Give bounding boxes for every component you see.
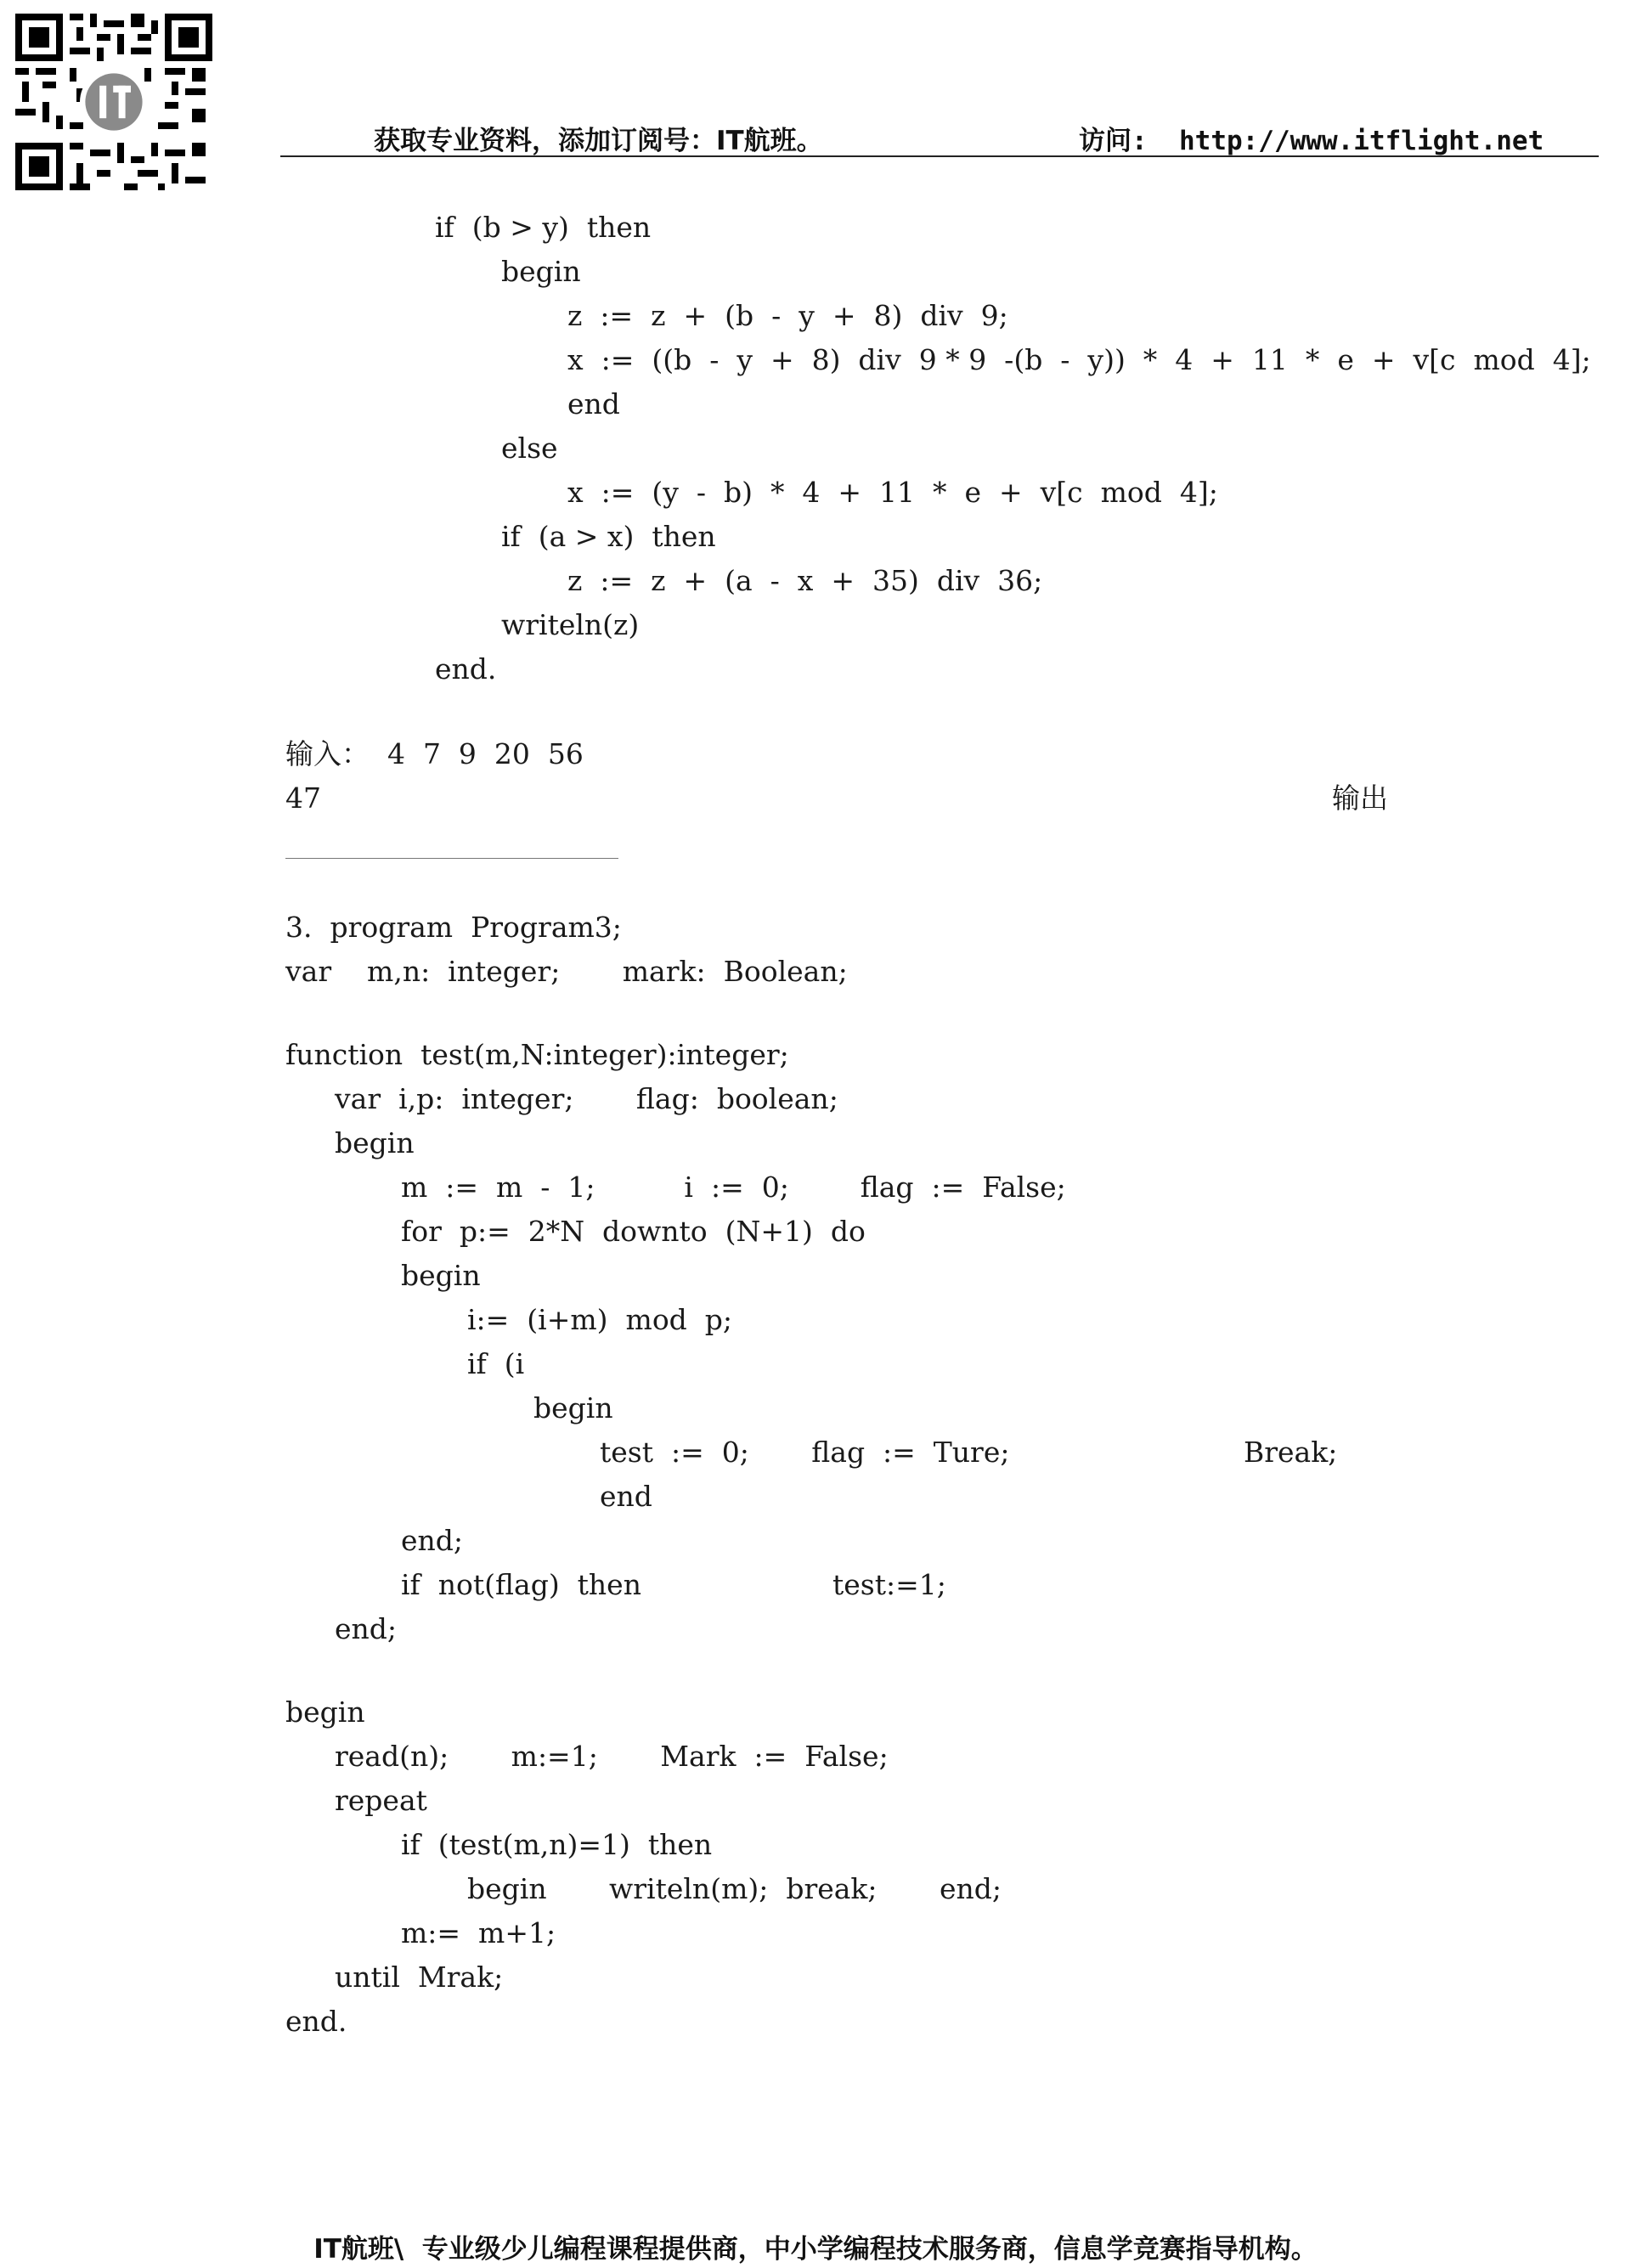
- code-line: 3. program Program3;: [285, 911, 622, 944]
- code-line: end: [600, 1480, 652, 1513]
- answer-blank-line: [285, 858, 618, 859]
- code-line: test:=1;: [832, 1568, 946, 1601]
- code-line: begin: [285, 1695, 365, 1729]
- code-line: m:= m+1;: [401, 1916, 556, 1949]
- code-line: 输出: [1332, 781, 1388, 815]
- footer-tagline: IT航班\ 专业级少儿编程课程提供商，中小学编程技术服务商，信息学竞赛指导机构。: [313, 2234, 1318, 2265]
- code-line: writeln(z): [501, 608, 640, 641]
- header-subscribe-text: 获取专业资料，添加订阅号：IT航班。: [374, 126, 823, 156]
- code-line: m := m - 1; i := 0; flag := False;: [401, 1171, 1066, 1204]
- code-line: for p:= 2*N downto (N+1) do: [401, 1215, 866, 1248]
- code-line: else: [501, 432, 558, 465]
- code-line: if not(flag) then: [401, 1568, 641, 1601]
- code-line: end.: [435, 652, 497, 685]
- code-line: 输入： 4 7 9 20 56: [285, 737, 584, 770]
- code-line: begin: [335, 1126, 415, 1159]
- code-line: end.: [285, 2005, 347, 2038]
- code-line: if (test(m,n)=1) then: [401, 1828, 713, 1861]
- code-line: until Mrak;: [335, 1961, 504, 1994]
- code-line: end;: [335, 1612, 398, 1645]
- header-url-text: 访问: http://www.itflight.net: [1079, 126, 1544, 156]
- code-line: repeat: [335, 1784, 427, 1817]
- code-line: var i,p: integer; flag: boolean;: [335, 1082, 838, 1115]
- code-line: Break;: [1244, 1436, 1338, 1469]
- code-line: begin writeln(m); break; end;: [467, 1872, 1002, 1905]
- code-line: begin: [501, 255, 581, 288]
- code-line: begin: [533, 1391, 613, 1425]
- code-line: end: [567, 387, 620, 420]
- code-line: if (i: [467, 1347, 525, 1380]
- header-divider: [280, 155, 1599, 157]
- code-line: read(n); m:=1; Mark := False;: [335, 1740, 889, 1773]
- code-line: i:= (i+m) mod p;: [467, 1303, 733, 1336]
- code-line: if (b > y) then: [435, 211, 652, 244]
- code-line: x := ((b - y + 8) div 9 * 9 -(b - y)) * 4 + 11 * e + v[c mod 4];: [567, 343, 1591, 376]
- code-line: z := z + (b - y + 8) div 9;: [567, 299, 1008, 332]
- code-line: function test(m,N:integer):integer;: [285, 1038, 789, 1071]
- code-line: 47: [285, 781, 321, 815]
- code-line: if (a > x) then: [501, 520, 716, 553]
- qr-code-icon: [15, 14, 212, 190]
- code-line: begin: [401, 1259, 481, 1292]
- code-line: var m,n: integer; mark: Boolean;: [285, 955, 848, 988]
- code-line: z := z + (a - x + 35) div 36;: [567, 564, 1043, 597]
- code-line: x := (y - b) * 4 + 11 * e + v[c mod 4];: [567, 476, 1218, 509]
- code-line: end;: [401, 1524, 464, 1557]
- code-line: test := 0; flag := Ture;: [600, 1436, 1010, 1469]
